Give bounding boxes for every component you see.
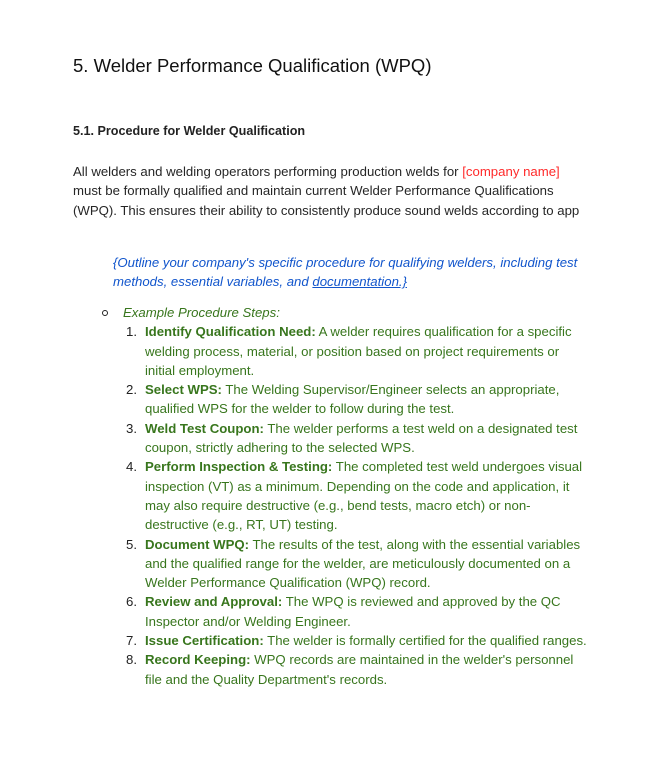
step-number: 3. [126, 420, 137, 436]
step-number: 6. [126, 594, 137, 610]
step-title: Review and Approval: [145, 594, 283, 610]
step-number: 5. [126, 536, 137, 552]
list-item [100, 419, 600, 458]
list-item [100, 592, 600, 631]
intro-text-after: must be formally qualified and maintain current Welder Performance Qualifications (WPQ). This ensures their ability to consistently produce sound welds according to app [73, 183, 580, 218]
step-description: WPQ records are maintained in the welder's personnel file and the Quality Department's records. [145, 652, 574, 687]
intro-text-before: All welders and welding operators performing production welds for [73, 164, 463, 179]
list-item [100, 322, 600, 380]
step-text [145, 380, 590, 419]
section-heading: 5. Welder Performance Qualification (WPQ) [73, 55, 432, 76]
steps-list [100, 322, 600, 689]
step-title: Record Keeping: [145, 652, 251, 668]
step-description: The welder performs a test weld on a designated test coupon, strictly adhering to the selected WPS. [145, 420, 578, 456]
list-item [100, 535, 600, 593]
company-name-placeholder: [company name] [462, 164, 560, 179]
step-description: A welder requires qualification for a specific welding process, material, or position based on project requirements or initial employment. [145, 324, 572, 378]
list-item [100, 380, 600, 419]
step-description: The WPQ is reviewed and approved by the QC Inspector and/or Welding Engineer. [145, 594, 561, 629]
step-description: The results of the test, along with the essential variables and the qualified range for the welder, are meticulously documented on a Welder Performance Qualification (WPQ) record. [145, 536, 581, 591]
step-title: Issue Certification: [145, 633, 264, 649]
step-text [145, 457, 590, 534]
bullet-label: Example Procedure Steps: [123, 305, 280, 320]
intro-paragraph [73, 162, 591, 220]
step-number: 8. [126, 652, 137, 668]
list-item [100, 650, 600, 689]
hollow-bullet-icon [102, 310, 108, 316]
step-text [145, 592, 590, 631]
procedure-list [100, 303, 600, 689]
step-title: Document WPQ: [145, 536, 250, 552]
step-description: The completed test weld undergoes visual inspection (VT) as a minimum. Depending on the code and application, it may also require destructive (e.g., bend tests, macro etch) or non-destructive (e.g., RT, UT) testing. [145, 459, 583, 533]
step-text [145, 322, 590, 380]
subsection-heading: 5.1. Procedure for Welder Qualification [73, 124, 306, 138]
step-title: Identify Qualification Need: [145, 324, 316, 340]
step-number: 2. [126, 382, 137, 398]
step-description: The welder is formally certified for the qualified ranges. [263, 633, 587, 649]
step-title: Perform Inspection & Testing: [145, 459, 333, 475]
bullet-item [100, 303, 600, 322]
step-number: 7. [126, 633, 137, 649]
step-number: 1. [126, 324, 137, 340]
instruction-note [113, 253, 591, 292]
step-number: 4. [126, 459, 137, 475]
step-description: The Welding Supervisor/Engineer selects an appropriate, qualified WPS for the welder to follow during the test. [145, 382, 560, 417]
step-text [145, 419, 590, 458]
list-item [100, 631, 600, 650]
list-item [100, 457, 600, 534]
step-text [145, 535, 590, 593]
note-text: {Outline your company's specific procedure for qualifying welders, including test methods, essential variables, and [113, 255, 578, 290]
documentation-link[interactable]: documentation.} [312, 274, 407, 290]
step-text [145, 631, 590, 650]
step-text [145, 650, 590, 689]
step-title: Weld Test Coupon: [145, 420, 264, 436]
step-title: Select WPS: [145, 382, 222, 398]
